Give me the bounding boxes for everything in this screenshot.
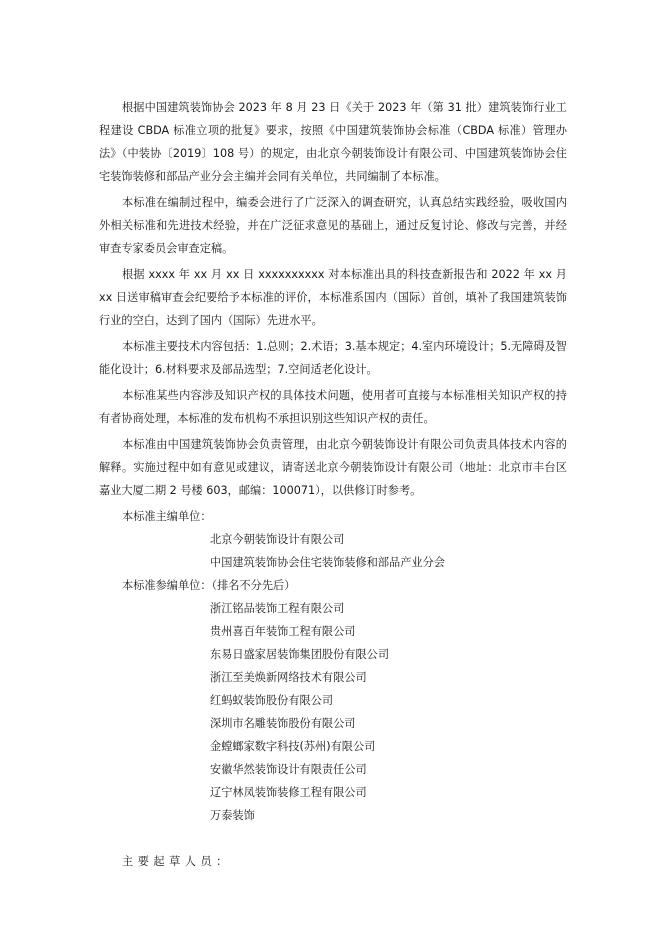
paragraph-process: 本标准在编制过程中，编委会进行了广泛深入的调查研究，认真总结实践经验，吸收国内外相关标准和先进技术经验，并在广泛征求意见的基础上，通过反复讨论、修改与完善，并经审查专家委员会审查定稿。 — [99, 196, 567, 255]
participant-org: 红蚂蚁装饰股份有限公司 — [210, 694, 334, 707]
participant-org: 贵州喜百年装饰工程有限公司 — [210, 625, 356, 638]
participants-label: 本标准参编单位：（排名不分先后） — [122, 579, 296, 592]
participant-org: 深圳市名雕装饰股份有限公司 — [210, 717, 356, 730]
participant-org: 东易日盛家居装饰集团股份有限公司 — [210, 648, 390, 661]
paragraph-background: 根据中国建筑装饰协会 2023 年 8 月 23 日《关于 2023 年（第 31 批）建筑装饰行业工程建设 CBDA 标准立项的批复》要求，按照《中国建筑装饰协会标准（CBDA 标准）管理办法》（中装协〔2019〕108 号）的规定，由北京今朝装饰设计有限公司、中国建筑装饰协会住宅装饰装修和部品产业分会主编并会同有关单位，共同编制了本标准。 — [99, 101, 567, 183]
chief-editors-list — [99, 528, 567, 574]
participant-org: 辽宁林凤装饰装修工程有限公司 — [210, 786, 367, 799]
paragraph-evaluation: 根据 xxxx 年 xx 月 xx 日 xxxxxxxxxx 对本标准出具的科技查新报告和 2022 年 xx 月 xx 日送审稿审查会纪要给予本标准的评价，本标准系国内（国际）首创，填补了我国建筑装饰行业的空白，达到了国内（国际）先进水平。 — [99, 268, 567, 327]
chief-editor-org: 中国建筑装饰协会住宅装饰装修和部品产业分会 — [210, 556, 445, 569]
participant-org: 万泰装饰 — [210, 809, 255, 822]
paragraph-contents: 本标准主要技术内容包括：1.总则；2.术语；3.基本规定；4.室内环境设计；5.无障碍及智能化设计；6.材料要求及部品选型；7.空间适老化设计。 — [99, 340, 567, 376]
chief-editors-label: 本标准主编单位： — [122, 510, 212, 523]
drafters-label: 主要起草人员： — [122, 855, 232, 868]
participant-org: 浙江至美焕新网络技术有限公司 — [210, 671, 367, 684]
paragraph-management: 本标准由中国建筑装饰协会负责管理，由北京今朝装饰设计有限公司负责具体技术内容的解释。实施过程中如有意见或建议，请寄送北京今朝装饰设计有限公司（地址：北京市丰台区嘉业大厦二期 2 号楼 603，邮编：100071），以供修订时参考。 — [99, 438, 567, 497]
paragraph-ip-notice: 本标准某些内容涉及知识产权的具体技术问题，使用者可直接与本标准相关知识产权的持有者协商处理，本标准的发布机构不承担识别这些知识产权的责任。 — [99, 389, 567, 425]
participant-org: 浙江铭品装饰工程有限公司 — [210, 602, 345, 615]
document-body — [99, 96, 567, 873]
chief-editor-org: 北京今朝装饰设计有限公司 — [210, 533, 345, 546]
participant-org: 安徽华然装饰设计有限责任公司 — [210, 763, 367, 776]
participant-org: 金螳螂家数字科技(苏州)有限公司 — [210, 740, 376, 753]
participants-list — [99, 597, 567, 827]
